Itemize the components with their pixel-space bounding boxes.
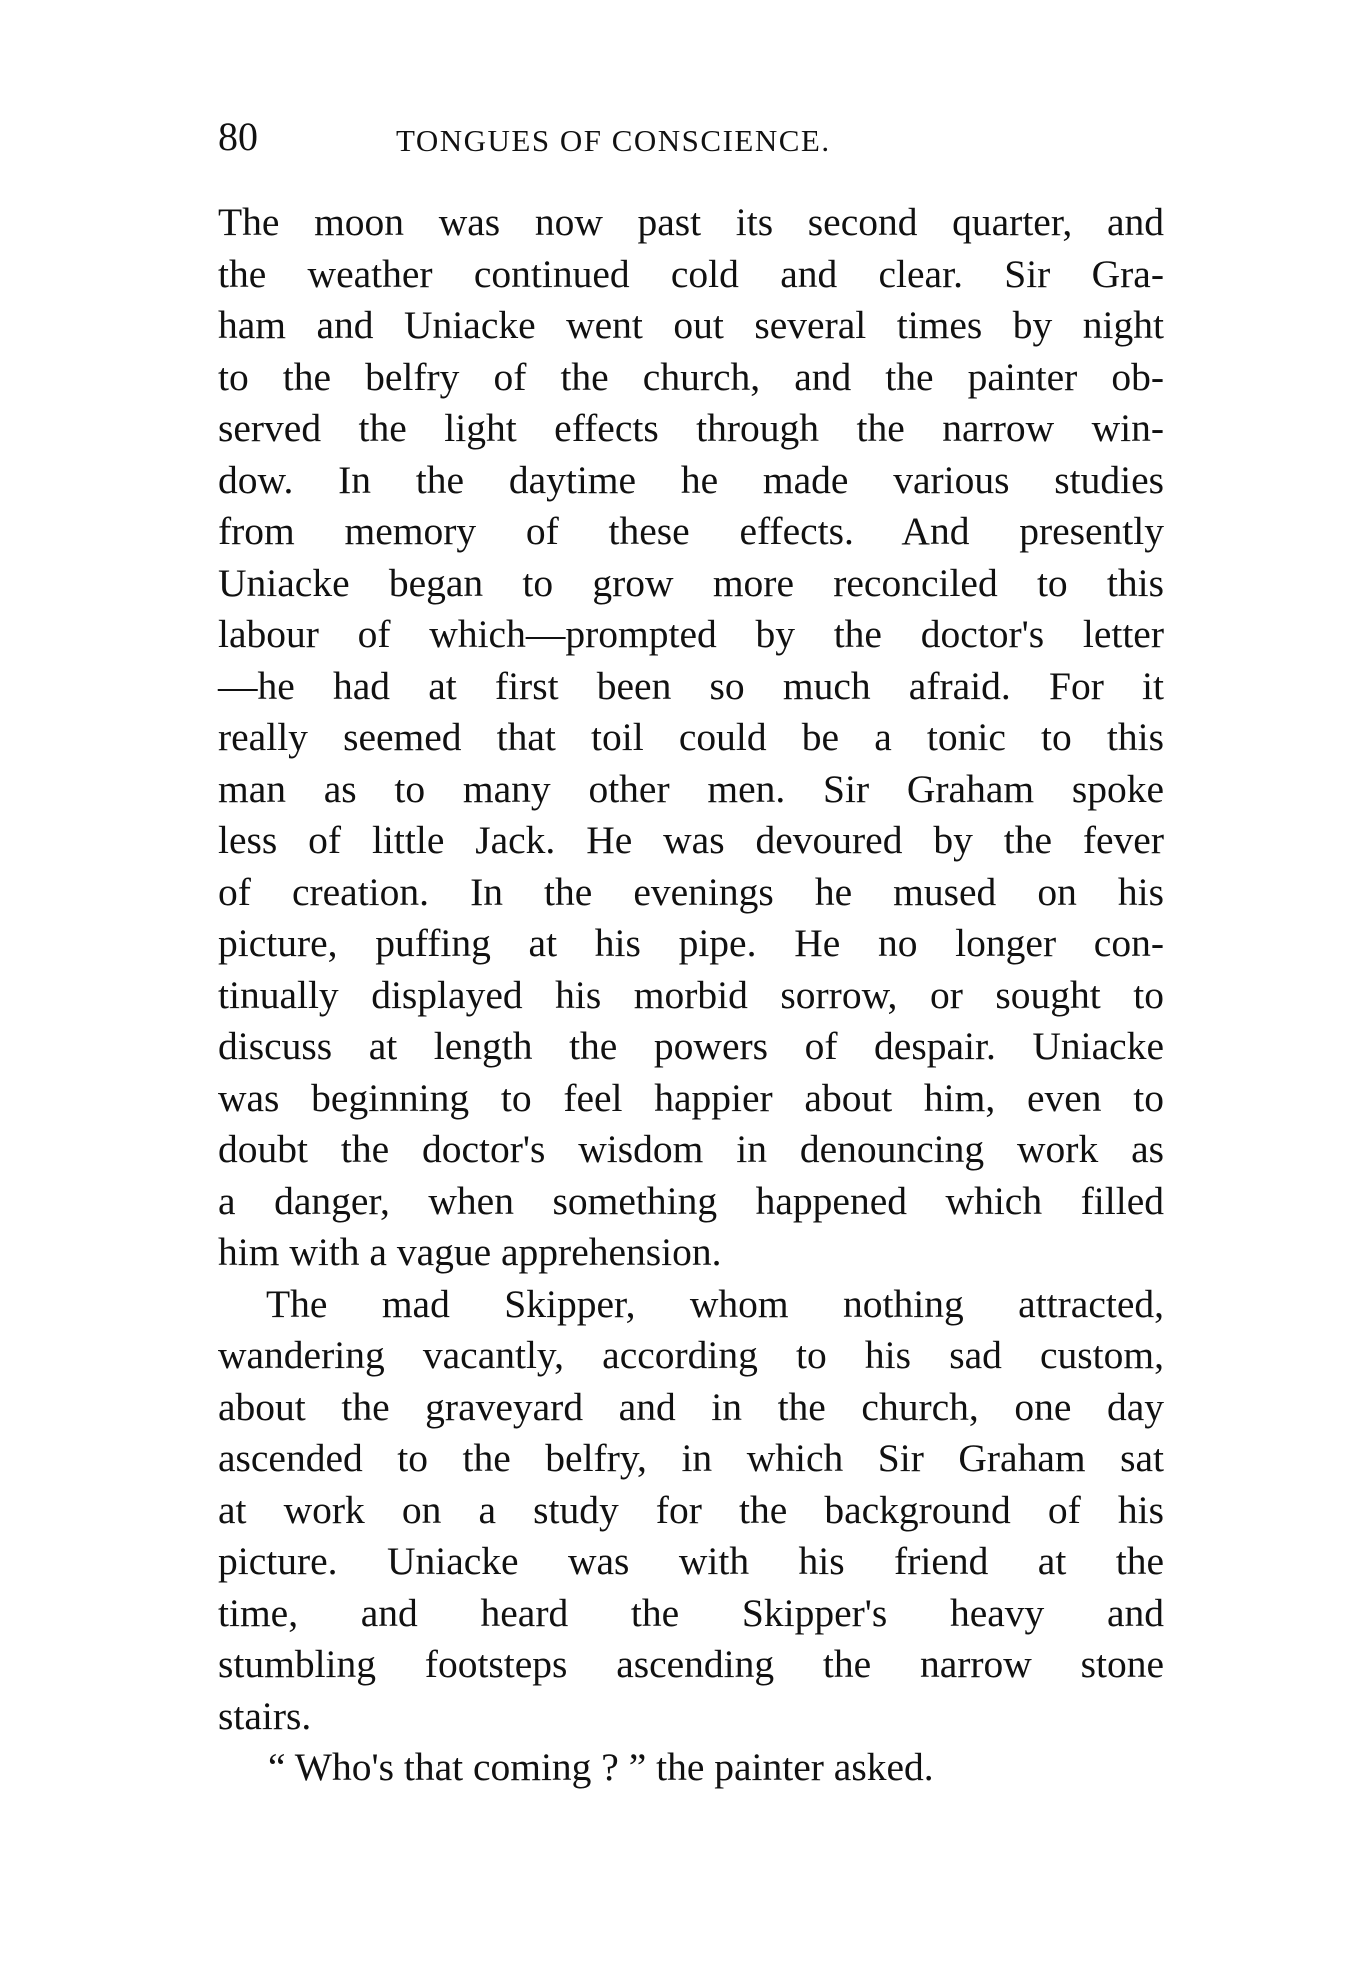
text-line: was beginning to feel happier about him, even to (218, 1075, 1164, 1120)
text-line: The moon was now past its second quarter, and (218, 200, 1164, 244)
text-line: wandering vacantly, according to his sad custom, (218, 1333, 1164, 1377)
page-number: 80 (218, 114, 258, 159)
text-line: served the light effects through the narrow win- (218, 406, 1164, 450)
text-line: to the belfry of the church, and the painter ob- (218, 354, 1164, 399)
text-line: from memory of these effects. And presently (218, 509, 1164, 553)
text-line: the weather continued cold and clear. Sir Gra- (218, 251, 1164, 296)
text-line: tinually displayed his morbid sorrow, or sought to (218, 972, 1164, 1017)
text-line: man as to many other men. Sir Graham spoke (218, 766, 1164, 811)
text-line: —he had at first been so much afraid. For it (218, 663, 1164, 708)
text-line: labour of which—prompted by the doctor's letter (218, 612, 1164, 656)
text-line: a danger, when something happened which filled (218, 1178, 1164, 1223)
text-line: The mad Skipper, whom nothing attracted, (266, 1281, 1164, 1326)
text-line: “ Who's that coming ? ” the painter asked. (268, 1745, 934, 1789)
text-line: time, and heard the Skipper's heavy and (218, 1590, 1164, 1635)
text-line: ascended to the belfry, in which Sir Graham sat (218, 1436, 1164, 1480)
text-line: him with a vague apprehension. (218, 1230, 722, 1274)
text-line: picture, puffing at his pipe. He no longer con- (218, 921, 1164, 965)
text-line: at work on a study for the background of his (218, 1487, 1164, 1532)
text-line: really seemed that toil could be a tonic to this (218, 715, 1164, 759)
text-line: less of little Jack. He was devoured by the fever (218, 818, 1164, 862)
text-line: about the graveyard and in the church, one day (218, 1384, 1164, 1429)
text-line: dow. In the daytime he made various studies (218, 457, 1164, 502)
text-line: stumbling footsteps ascending the narrow stone (218, 1642, 1164, 1686)
text-line: of creation. In the evenings he mused on his (218, 869, 1164, 914)
text-line: Uniacke began to grow more reconciled to this (218, 560, 1164, 605)
running-title: TONGUES OF CONSCIENCE. (396, 123, 831, 158)
text-line: discuss at length the powers of despair. Uniacke (218, 1024, 1164, 1068)
text-line: stairs. (218, 1693, 312, 1738)
text-line: ham and Uniacke went out several times by night (218, 303, 1164, 347)
running-header (218, 112, 1168, 162)
body-text (218, 197, 1164, 1794)
text-line: picture. Uniacke was with his friend at the (218, 1539, 1164, 1583)
text-line: doubt the doctor's wisdom in denouncing work as (218, 1127, 1164, 1171)
